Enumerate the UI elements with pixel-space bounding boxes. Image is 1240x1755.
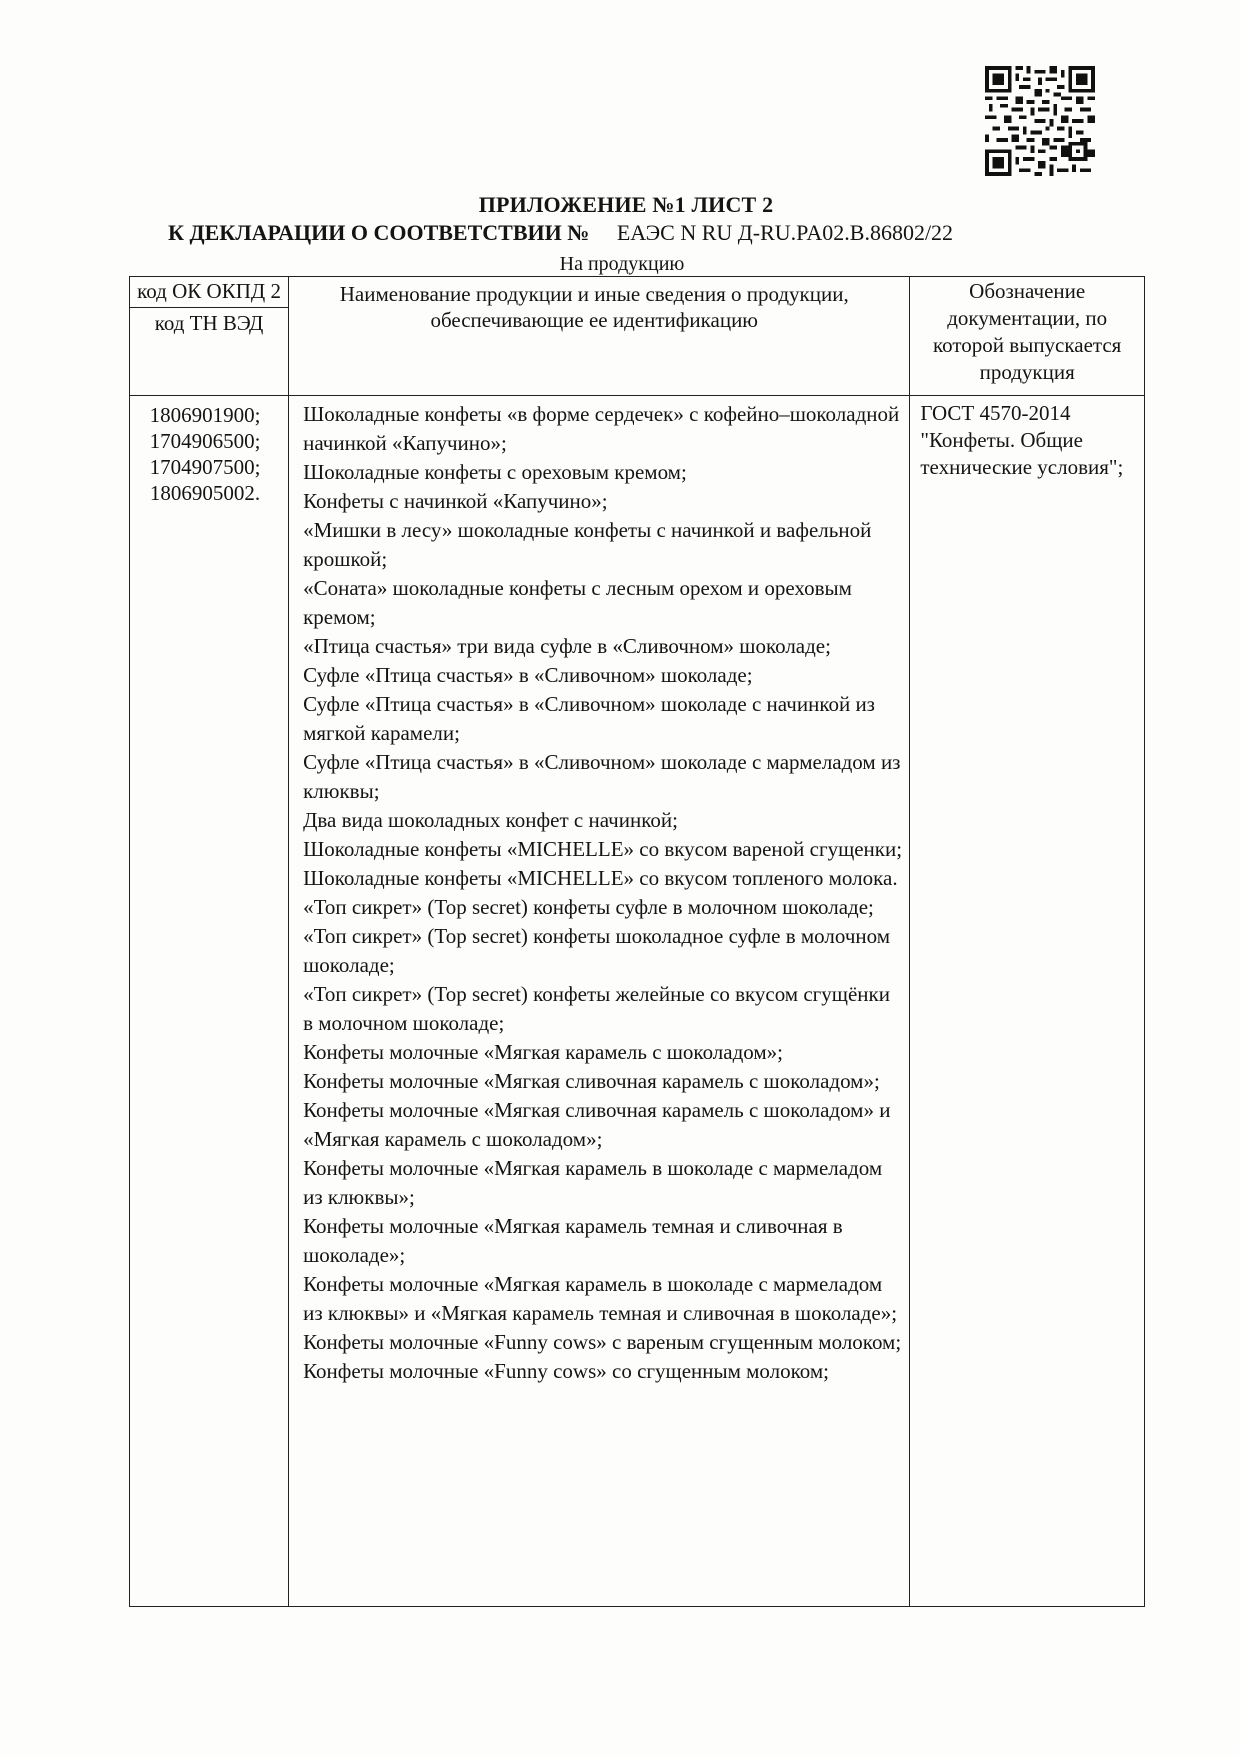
product-item: «Топ сикрет» (Top secret) конфеты суфле в молочном шоколаде; xyxy=(303,895,874,919)
product-subtitle: На продукцию xyxy=(559,253,685,275)
code-item: 1806901900; xyxy=(149,403,261,427)
product-item: «Птица счастья» три вида суфле в «Сливочном» шоколаде; xyxy=(303,634,831,658)
declaration-label: К ДЕКЛАРАЦИИ О СООТВЕТСТВИИ № xyxy=(168,220,590,245)
product-item: Шоколадные конфеты с ореховым кремом; xyxy=(303,460,687,484)
declaration-number: ЕАЭС N RU Д-RU.PA02.B.86802/22 xyxy=(616,220,954,245)
product-item: «Топ сикрет» (Top secret) конфеты желейные со вкусом сгущёнки в молочном шоколаде; xyxy=(303,982,890,1035)
declaration-title xyxy=(168,220,953,246)
name-header: Наименование продукции и иные сведения о продукции, обеспечивающие ее идентификацию xyxy=(289,277,910,396)
code-header-cell xyxy=(130,277,289,396)
declaration-table xyxy=(129,276,1145,1607)
qr-code xyxy=(985,66,1095,176)
product-item: Два вида шоколадных конфет с начинкой; xyxy=(303,808,678,832)
table-row xyxy=(130,396,1145,1607)
product-item: Конфеты молочные «Мягкая карамель в шоколаде с мармеладом из клюквы» и «Мягкая карамель темная и сливочная в шоколаде»; xyxy=(303,1272,898,1325)
product-item: «Соната» шоколадные конфеты с лесным орехом и ореховым кремом; xyxy=(303,576,852,629)
product-item: Конфеты с начинкой «Капучино»; xyxy=(303,489,608,513)
product-item: Шоколадные конфеты «MICHELLE» со вкусом топленого молока. xyxy=(303,866,898,890)
codes-cell xyxy=(130,396,289,1607)
docs-header: Обозначение документации, по которой выпускается продукция xyxy=(910,277,1145,396)
tnved-header: код ТН ВЭД xyxy=(154,311,264,335)
product-item: Конфеты молочные «Мягкая сливочная карамель с шоколадом»; xyxy=(303,1069,880,1093)
product-item: «Мишки в лесу» шоколадные конфеты с начинкой и вафельной крошкой; xyxy=(303,518,872,571)
product-item: Суфле «Птица счастья» в «Сливочном» шоколаде; xyxy=(303,663,753,687)
products-cell xyxy=(289,396,910,1607)
product-item: «Топ сикрет» (Top secret) конфеты шоколадное суфле в молочном шоколаде; xyxy=(303,924,891,977)
product-item: Конфеты молочные «Мягкая карамель темная и сливочная в шоколаде»; xyxy=(303,1214,843,1267)
product-item: Суфле «Птица счастья» в «Сливочном» шоколаде с начинкой из мягкой карамели; xyxy=(303,692,875,745)
product-item: Конфеты молочные «Мягкая карамель с шоколадом»; xyxy=(303,1040,783,1064)
product-item: Конфеты молочные «Мягкая сливочная карамель с шоколадом» и «Мягкая карамель с шоколадом»; xyxy=(303,1098,891,1151)
product-item: Суфле «Птица счастья» в «Сливочном» шоколаде с мармеладом из клюквы; xyxy=(303,750,901,803)
product-item: Конфеты молочные «Мягкая карамель в шоколаде с мармеладом из клюквы»; xyxy=(303,1156,883,1209)
product-item: Конфеты молочные «Funny cows» со сгущенным молоком; xyxy=(303,1359,829,1383)
product-item: Шоколадные конфеты «в форме сердечек» с кофейно–шоколадной начинкой «Капучино»; xyxy=(303,402,900,455)
okpd-header: код ОК ОКПД 2 xyxy=(130,277,288,308)
product-item: Шоколадные конфеты «MICHELLE» со вкусом вареной сгущенки; xyxy=(303,837,903,861)
appendix-title: ПРИЛОЖЕНИЕ №1 ЛИСТ 2 xyxy=(478,192,774,217)
product-item: Конфеты молочные «Funny cows» с вареным сгущенным молоком; xyxy=(303,1330,902,1354)
code-item: 1806905002. xyxy=(149,481,261,505)
table-header-row xyxy=(130,277,1145,396)
code-item: 1704907500; xyxy=(149,455,261,479)
doc-reference-cell: ГОСТ 4570-2014 "Конфеты. Общие технические условия"; xyxy=(910,396,1145,1607)
code-item: 1704906500; xyxy=(149,429,261,453)
